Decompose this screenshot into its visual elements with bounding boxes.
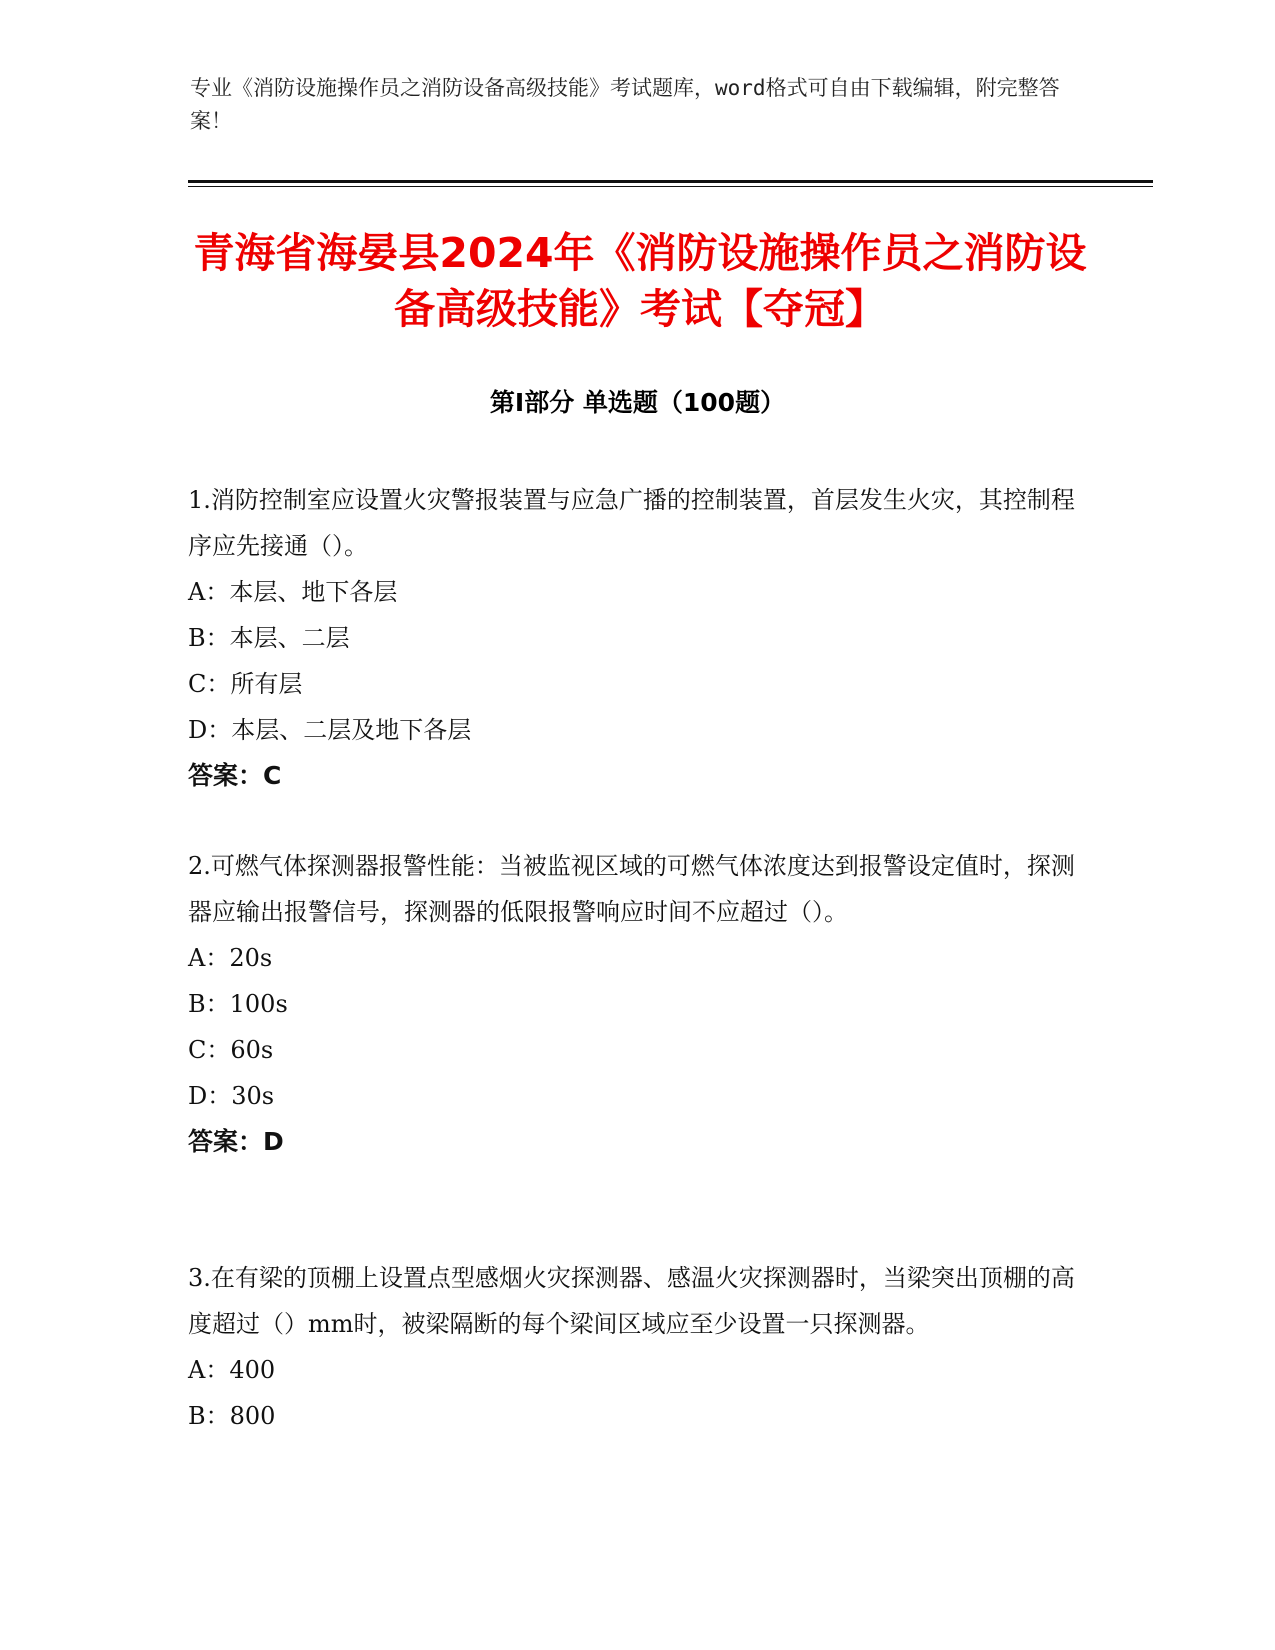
option-c: C：所有层 <box>188 670 303 698</box>
question-2 <box>188 843 1088 1165</box>
answer: 答案：D <box>188 1127 284 1156</box>
option-b: B：100s <box>188 990 288 1018</box>
header-note: 专业《消防设施操作员之消防设备高级技能》考试题库，word格式可自由下载编辑，附完整答案！ <box>190 76 1060 133</box>
question-1 <box>188 477 1088 799</box>
option-c: C：60s <box>188 1036 274 1064</box>
header-rule-thick <box>188 180 1153 183</box>
option-a: A：20s <box>188 944 273 972</box>
option-b: B：800 <box>188 1402 276 1430</box>
option-a: A：本层、地下各层 <box>188 578 398 606</box>
question-3 <box>188 1255 1088 1439</box>
question-stem: 1.消防控制室应设置火灾警报装置与应急广播的控制装置，首层发生火灾，其控制程序应先接通（）。 <box>188 486 1075 560</box>
question-stem: 3.在有梁的顶棚上设置点型感烟火灾探测器、感温火灾探测器时，当梁突出顶棚的高度超过（）mm时，被梁隔断的每个梁间区域应至少设置一只探测器。 <box>188 1264 1075 1338</box>
section-title: 第I部分 单选题（100题） <box>489 388 786 417</box>
option-b: B：本层、二层 <box>188 624 350 652</box>
header-rule-thin <box>188 186 1153 187</box>
option-d: D：30s <box>188 1082 275 1110</box>
option-d: D：本层、二层及地下各层 <box>188 716 472 744</box>
option-a: A：400 <box>188 1356 276 1384</box>
answer: 答案：C <box>188 761 282 790</box>
question-stem: 2.可燃气体探测器报警性能：当被监视区域的可燃气体浓度达到报警设定值时，探测器应输出报警信号，探测器的低限报警响应时间不应超过（）。 <box>188 852 1075 926</box>
document-title: 青海省海晏县2024年《消防设施操作员之消防设备高级技能》考试【夺冠】 <box>193 229 1087 333</box>
